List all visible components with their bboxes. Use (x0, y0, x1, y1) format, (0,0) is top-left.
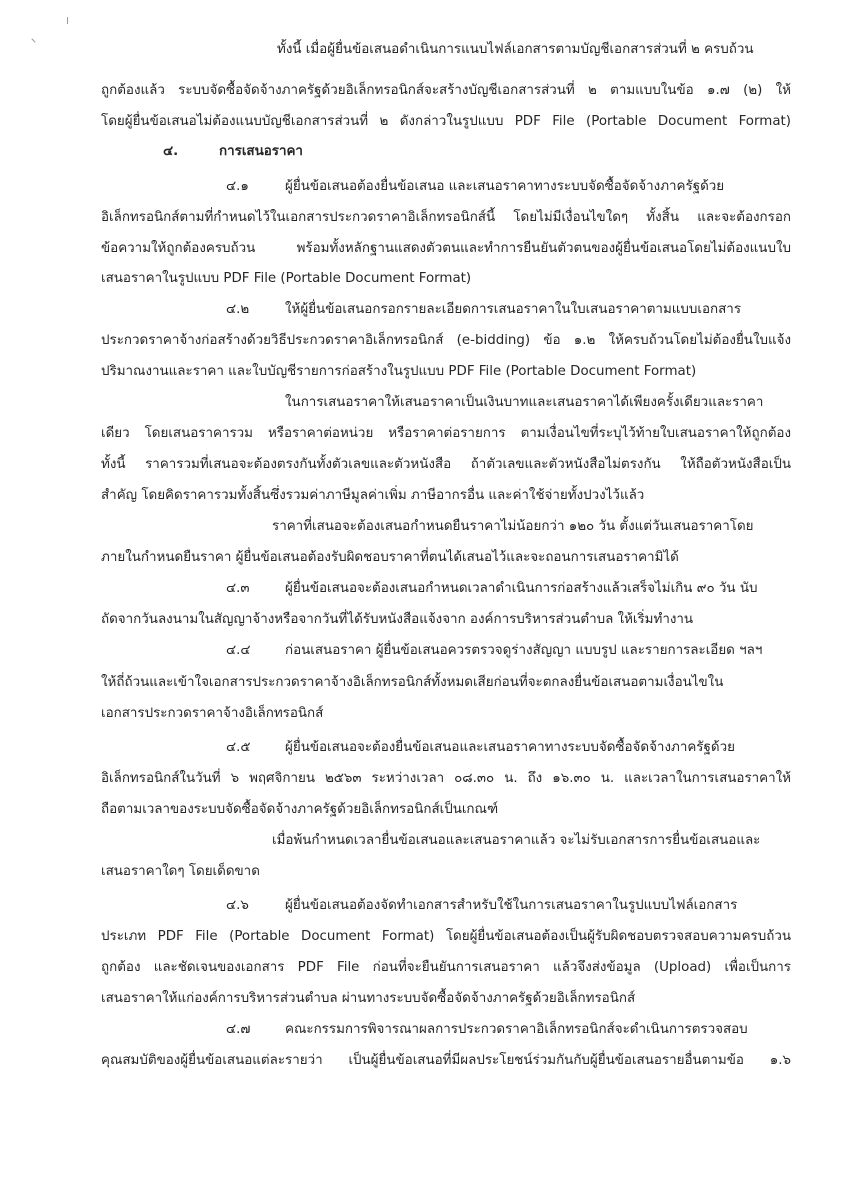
text-line: ถูกต้อง และชัดเจนของเอกสาร PDF File ก่อนที่จะยืนยันการเสนอราคา แล้วจึงส่งข้อมูล (Upload) เพื่อเป็นการ (101, 960, 791, 975)
item-number: ๔.๕ (226, 740, 251, 755)
item-number: ๔.๒ (226, 302, 250, 317)
text-line: เสนอราคาใดๆ โดยเด็ดขาด (101, 864, 260, 879)
text-line: ให้ผู้ยื่นข้อเสนอกรอกรายละเอียดการเสนอราคาในใบเสนอราคาตามแบบเอกสาร (285, 302, 742, 317)
text-line: ข้อความให้ถูกต้องครบถ้วน พร้อมทั้งหลักฐานแสดงตัวตนและทำการยืนยันตัวตนของผู้ยื่นข้อเสนอโดยไม่ต้องแนบใบ (101, 241, 791, 256)
item-number: ๔.๗ (226, 1022, 251, 1037)
text-line: ผู้ยื่นข้อเสนอต้องจัดทำเอกสารสำหรับใช้ในการเสนอราคาในรูปแบบไฟล์เอกสาร (285, 898, 738, 913)
text-line: โดยผู้ยื่นข้อเสนอไม่ต้องแนบบัญชีเอกสารส่วนที่ ๒ ดังกล่าวในรูปแบบ PDF File (Portable Document Format) (101, 114, 791, 129)
text-line: เดียว โดยเสนอราคารวม หรือราคาต่อหน่วย หรือราคาต่อรายการ ตามเงื่อนไขที่ระบุไว้ท้ายใบเสนอราคาให้ถูกต้อง (101, 426, 791, 441)
text-line: ผู้ยื่นข้อเสนอจะต้องเสนอกำหนดเวลาดำเนินการก่อสร้างแล้วเสร็จไม่เกิน ๙๐ วัน นับ (285, 581, 758, 596)
text-line: ผู้ยื่นข้อเสนอจะต้องยื่นข้อเสนอและเสนอราคาทางระบบจัดซื้อจัดจ้างภาครัฐด้วย (285, 740, 735, 755)
text-line: ถือตามเวลาของระบบจัดซื้อจัดจ้างภาครัฐด้วยอิเล็กทรอนิกส์เป็นเกณฑ์ (101, 802, 499, 817)
text-line: ทั้งนี้ ราคารวมที่เสนอจะต้องตรงกันทั้งตัวเลขและตัวหนังสือ ถ้าตัวเลขและตัวหนังสือไม่ตรงกัน ให้ถือตัวหนังสือเป็น (101, 457, 791, 472)
text-line: คุณสมบัติของผู้ยื่นข้อเสนอแต่ละรายว่า เป็นผู้ยื่นข้อเสนอที่มีผลประโยชน์ร่วมกันกับผู้ยื่นข้อเสนอรายอื่นตามข้อ ๑.๖ (101, 1053, 791, 1068)
text-line: ถูกต้องแล้ว ระบบจัดซื้อจัดจ้างภาครัฐด้วยอิเล็กทรอนิกส์จะสร้างบัญชีเอกสารส่วนที่ ๒ ตามแบบในข้อ ๑.๗ (๒) ให้ (101, 83, 791, 98)
section-number: ๔. (163, 144, 179, 159)
text-line: เอกสารประกวดราคาจ้างอิเล็กทรอนิกส์ (101, 706, 324, 721)
section-heading (163, 142, 303, 162)
item-number: ๔.๑ (226, 179, 249, 194)
text-line: สำคัญ โดยคิดราคารวมทั้งสิ้นซึ่งรวมค่าภาษีมูลค่าเพิ่ม ภาษีอากรอื่น และค่าใช้จ่ายทั้งปวงไว้แล้ว (101, 488, 645, 503)
text-line: ราคาที่เสนอจะต้องเสนอกำหนดยืนราคาไม่น้อยกว่า ๑๒๐ วัน ตั้งแต่วันเสนอราคาโดย (272, 519, 754, 534)
text-line: ปริมาณงานและราคา และใบบัญชีรายการก่อสร้างในรูปแบบ PDF File (Portable Document Format) (101, 364, 697, 379)
section-title: การเสนอราคา (219, 144, 303, 159)
item-number: ๔.๔ (226, 643, 251, 658)
scan-mark (67, 17, 68, 24)
text-line: คณะกรรมการพิจารณาผลการประกวดราคาอิเล็กทรอนิกส์จะดำเนินการตรวจสอบ (285, 1022, 748, 1037)
text-line: ทั้งนี้ เมื่อผู้ยื่นข้อเสนอดำเนินการแนบไฟล์เอกสารตามบัญชีเอกสารส่วนที่ ๒ ครบถ้วน (277, 42, 754, 57)
text-line: ก่อนเสนอราคา ผู้ยื่นข้อเสนอควรตรวจดูร่างสัญญา แบบรูป และรายการละเอียด ฯลฯ (285, 643, 763, 658)
text-line: ประกวดราคาจ้างก่อสร้างด้วยวิธีประกวดราคาอิเล็กทรอนิกส์ (e-bidding) ข้อ ๑.๒ ให้ครบถ้วนโดยไม่ต้องยื่นใบแจ้ง (101, 333, 791, 348)
text-line: ถัดจากวันลงนามในสัญญาจ้างหรือจากวันที่ได้รับหนังสือแจ้งจาก องค์การบริหารส่วนตำบล ให้เริ่มทำงาน (101, 612, 694, 627)
text-line: ผู้ยื่นข้อเสนอต้องยื่นข้อเสนอ และเสนอราคาทางระบบจัดซื้อจัดจ้างภาครัฐด้วย (285, 179, 725, 194)
text-line: อิเล็กทรอนิกส์ในวันที่ ๖ พฤศจิกายน ๒๕๖๓ ระหว่างเวลา ๐๘.๓๐ น. ถึง ๑๖.๓๐ น. และเวลาในการเสนอราคาให้ (101, 771, 791, 786)
item-number: ๔.๖ (226, 898, 249, 913)
text-line: ให้ถี่ถ้วนและเข้าใจเอกสารประกวดราคาจ้างอิเล็กทรอนิกส์ทั้งหมดเสียก่อนที่จะตกลงยื่นข้อเสนอตามเงื่อนไขใน (101, 675, 724, 690)
text-line: เมื่อพ้นกำหนดเวลายื่นข้อเสนอและเสนอราคาแล้ว จะไม่รับเอกสารการยื่นข้อเสนอและ (272, 833, 761, 848)
text-line: ประเภท PDF File (Portable Document Format) โดยผู้ยื่นข้อเสนอต้องเป็นผู้รับผิดชอบตรวจสอบความครบถ้วน (101, 929, 791, 944)
item-number: ๔.๓ (226, 581, 250, 596)
scan-mark (31, 38, 35, 42)
text-line: ภายในกำหนดยืนราคา ผู้ยื่นข้อเสนอต้องรับผิดชอบราคาที่ตนได้เสนอไว้และจะถอนการเสนอราคามิได้ (101, 550, 679, 565)
text-line: ในการเสนอราคาให้เสนอราคาเป็นเงินบาทและเสนอราคาได้เพียงครั้งเดียวและราคา (285, 395, 764, 410)
text-line: เสนอราคาในรูปแบบ PDF File (Portable Document Format) (101, 271, 472, 286)
text-line: เสนอราคาให้แก่องค์การบริหารส่วนตำบล ผ่านทางระบบจัดซื้อจัดจ้างภาครัฐด้วยอิเล็กทรอนิกส์ (101, 991, 636, 1006)
text-line: อิเล็กทรอนิกส์ตามที่กำหนดไว้ในเอกสารประกวดราคาอิเล็กทรอนิกส์นี้ โดยไม่มีเงื่อนไขใดๆ ทั้งสิ้น และจะต้องกรอก (101, 210, 791, 225)
